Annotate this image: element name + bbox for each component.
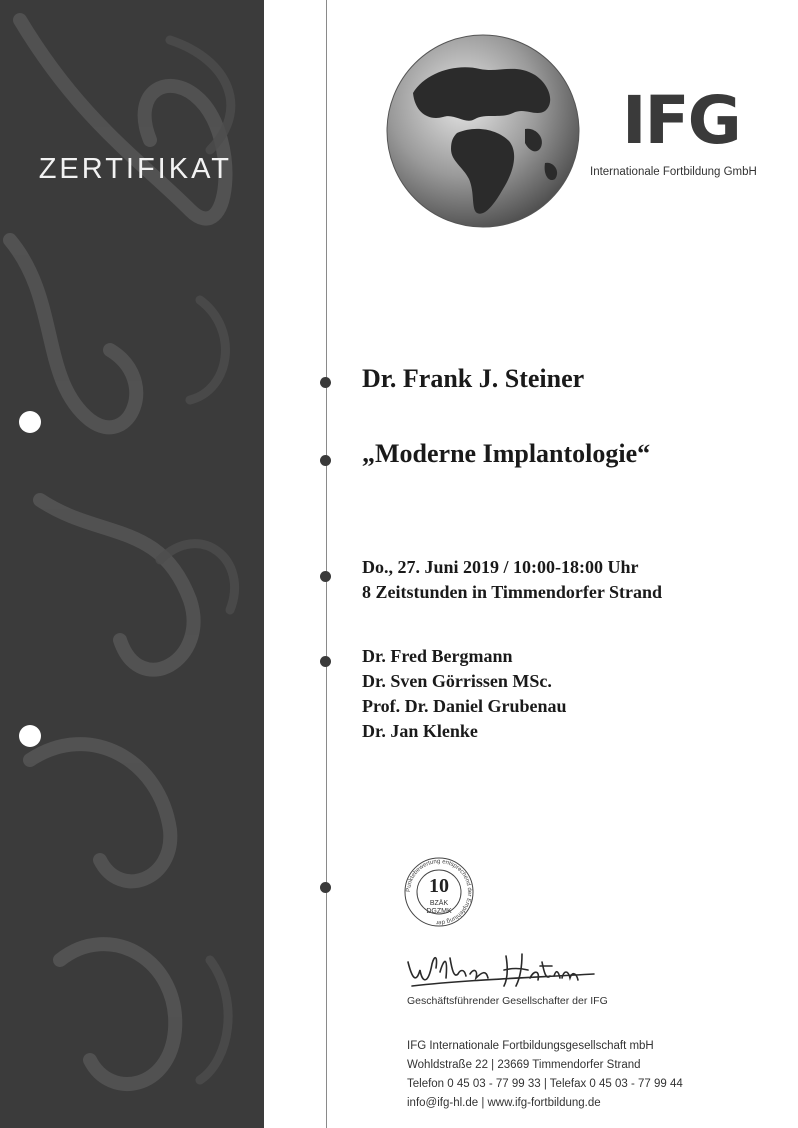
punch-hole-top xyxy=(19,411,41,433)
footer-company: IFG Internationale Fortbildungsgesellschaft mbH xyxy=(407,1040,654,1052)
speaker-item: Dr. Sven Görrissen MSc. xyxy=(362,671,552,691)
vertical-rule xyxy=(326,0,327,1128)
footer-web: info@ifg-hl.de | www.ifg-fortbildung.de xyxy=(407,1097,601,1109)
bullet-bzaek xyxy=(320,882,331,893)
participant-name: Dr. Frank J. Steiner xyxy=(362,364,585,393)
seal-ring-text: Punktebewertung entsprechend der Empfehlung der xyxy=(405,858,473,926)
seal-points: 10 xyxy=(429,875,449,897)
bullet-name xyxy=(320,377,331,388)
handwritten-signature xyxy=(404,948,604,990)
globe-logo-icon xyxy=(385,33,581,229)
bullet-seminar xyxy=(320,455,331,466)
date-line: Do., 27. Juni 2019 / 10:00-18:00 Uhr xyxy=(362,557,639,577)
speaker-item: Dr. Fred Bergmann xyxy=(362,646,513,666)
ifg-logo-subtitle: Internationale Fortbildung GmbH xyxy=(590,166,757,178)
speaker-list xyxy=(362,644,567,744)
ifg-logo-text: IFG xyxy=(622,82,740,159)
certificate-title: ZERTIFIKAT xyxy=(38,153,232,185)
seminar-date xyxy=(362,555,662,605)
signature-caption: Geschäftsführender Gesellschafter der IFG xyxy=(407,995,608,1007)
seminar-title: „Moderne Implantologie“ xyxy=(362,439,651,468)
seal-dgzmk: DGZMK xyxy=(426,908,452,915)
bullet-referenten xyxy=(320,656,331,667)
speaker-item: Prof. Dr. Daniel Grubenau xyxy=(362,696,567,716)
speaker-item: Dr. Jan Klenke xyxy=(362,721,478,741)
sidebar xyxy=(0,0,264,1128)
bullet-datum xyxy=(320,571,331,582)
footer-phone: Telefon 0 45 03 - 77 99 33 | Telefax 0 45 03 - 77 99 44 xyxy=(407,1078,683,1090)
duration-location-line: 8 Zeitstunden in Timmendorfer Strand xyxy=(362,582,663,602)
footer-address: Wohldstraße 22 | 23669 Timmendorfer Strand xyxy=(407,1059,641,1071)
seal-bzaek: BZÄK xyxy=(429,900,449,907)
punch-hole-bottom xyxy=(19,725,41,747)
